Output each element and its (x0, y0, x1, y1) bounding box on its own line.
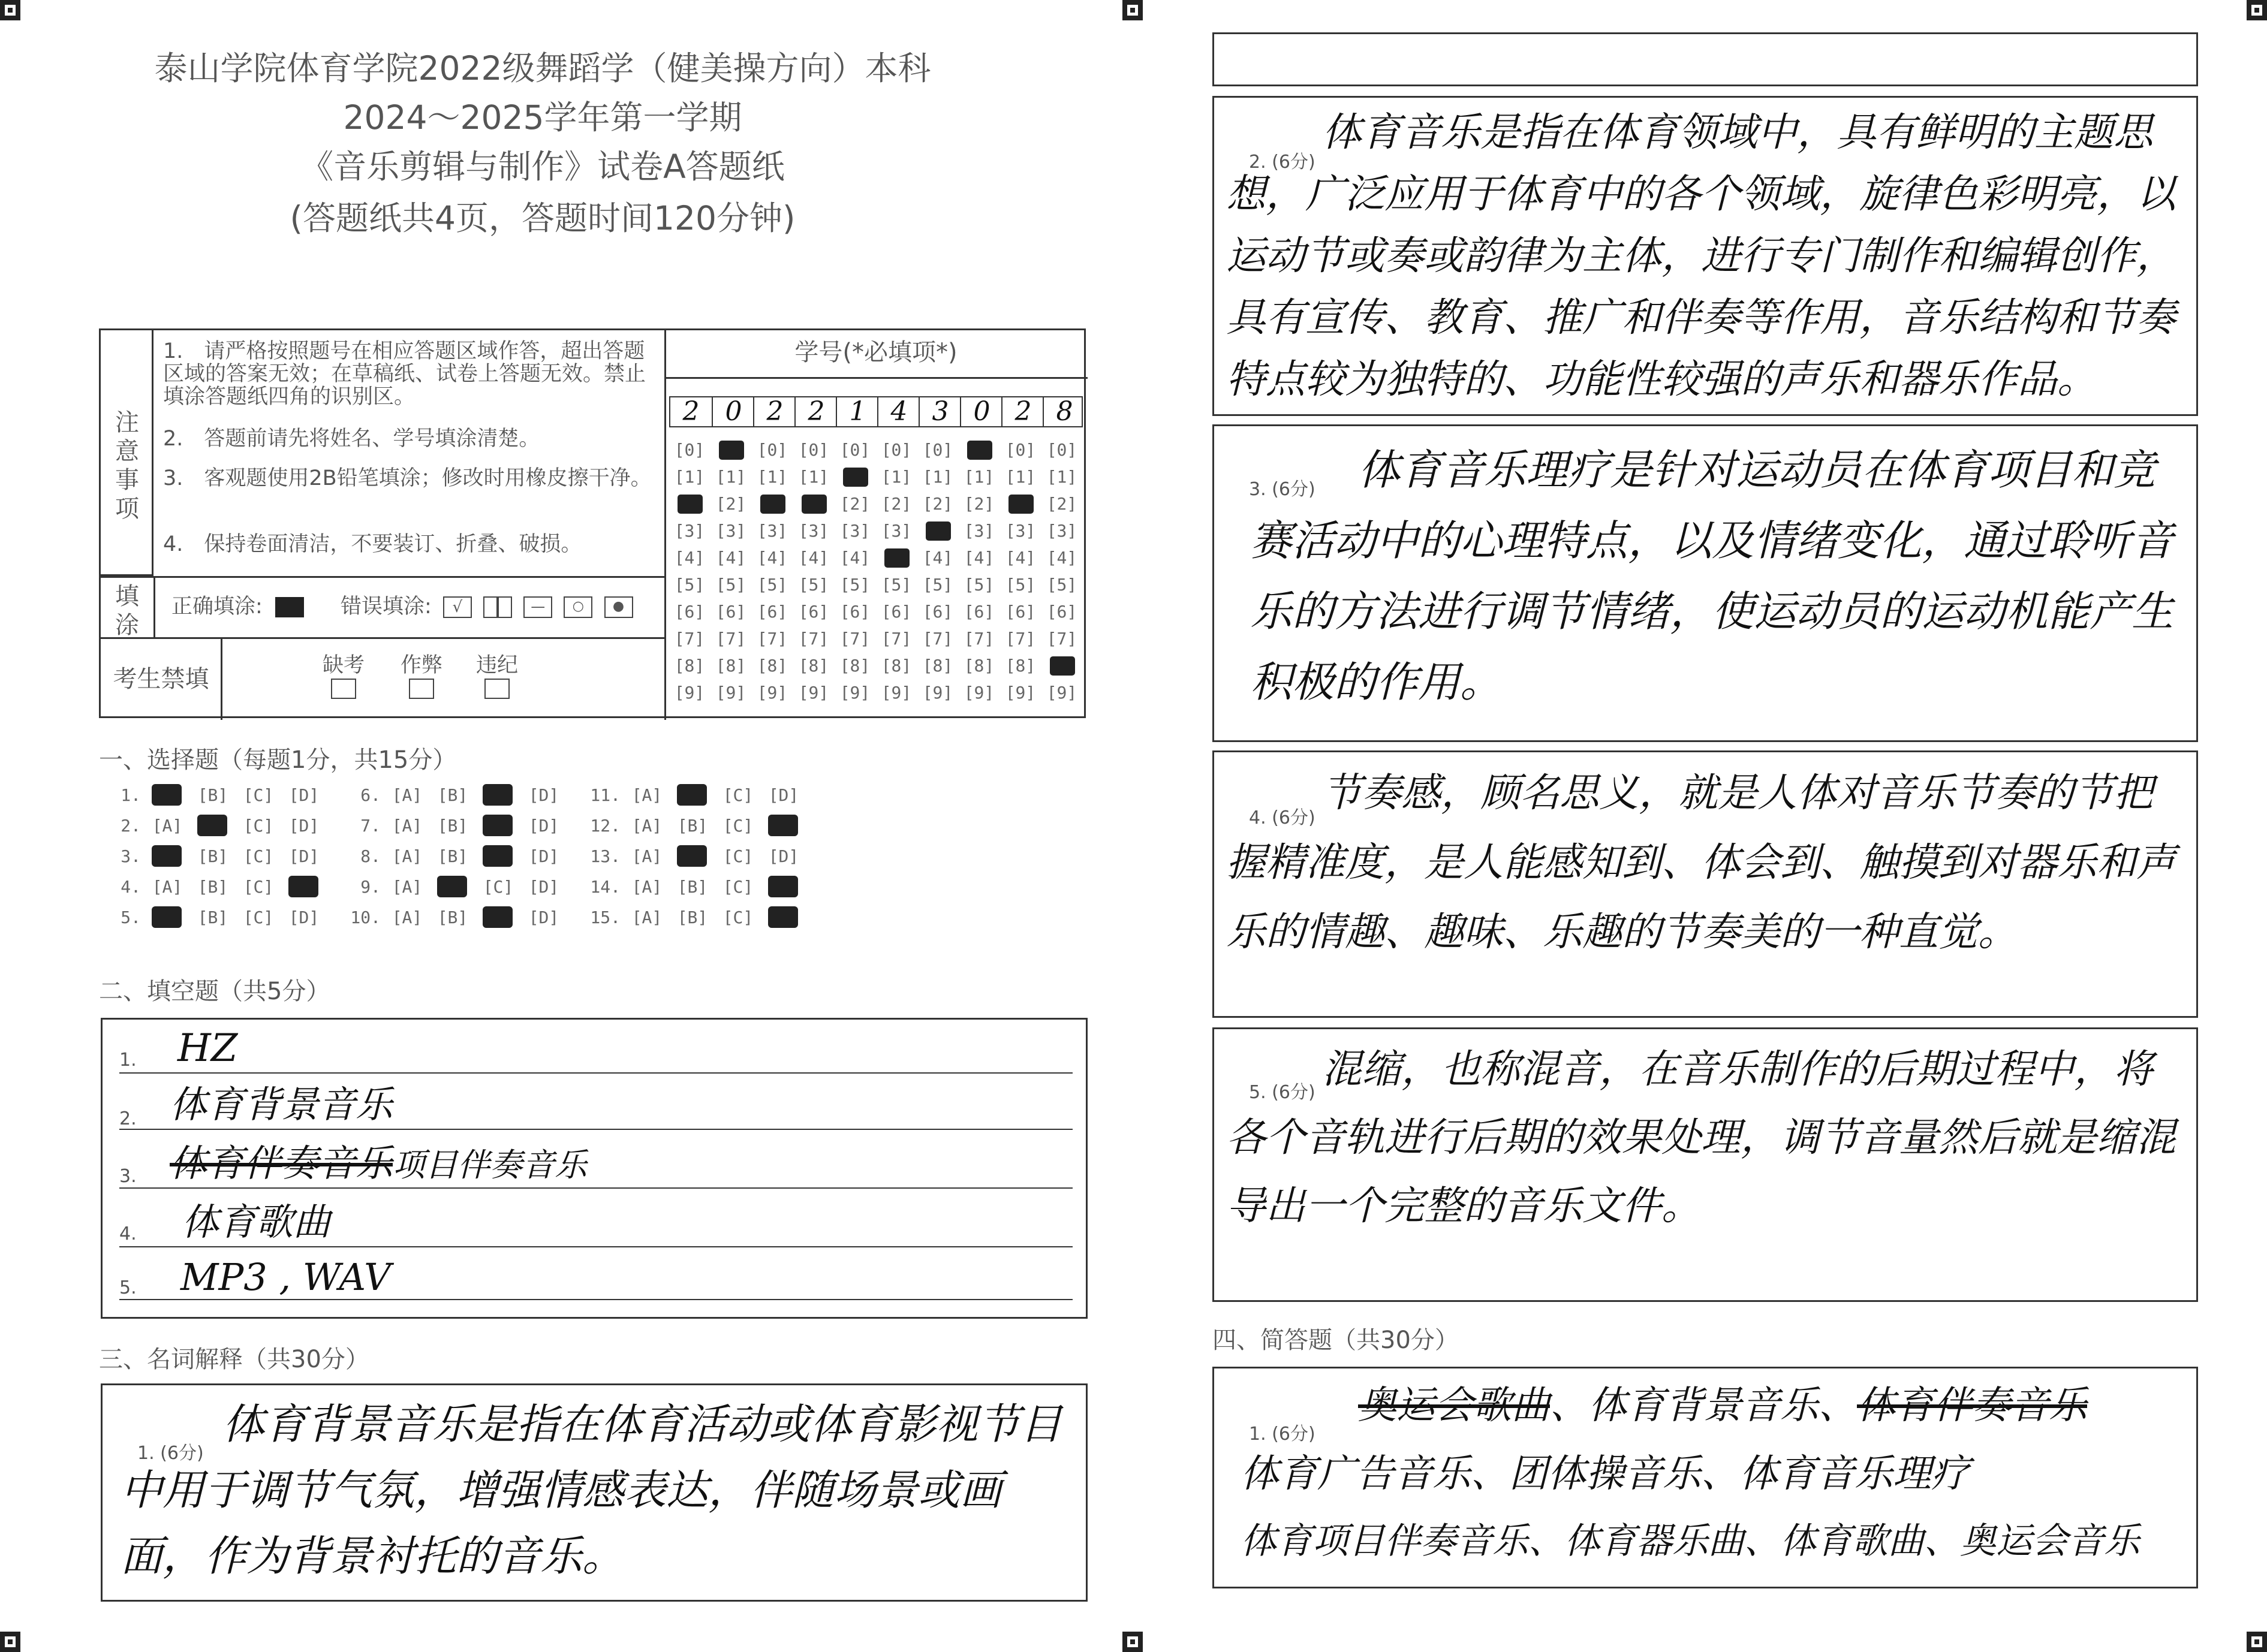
student-id-bubble[interactable]: [4] (839, 548, 871, 568)
mc-option-bubble[interactable]: [B] (197, 877, 228, 897)
student-id-bubble[interactable]: [3] (757, 521, 788, 541)
mc-option-bubble[interactable] (475, 785, 521, 805)
mc-option-bubble[interactable]: [B] (437, 846, 468, 866)
student-id-bubble[interactable]: [2] (1046, 494, 1077, 514)
student-id-bubble[interactable]: [4] (922, 548, 953, 568)
student-id-bubble[interactable]: [7] (1005, 629, 1036, 649)
student-id-bubble[interactable] (713, 438, 749, 462)
notice-panel (99, 328, 1086, 718)
student-id-digits (669, 396, 1083, 427)
mc-option-bubble[interactable]: [A] (631, 877, 663, 897)
notice-item-1: 1. 请严格按照题号在相应答题区域作答，超出答题区域的答案无效；在草稿纸、试卷上答题无效。禁止填涂答题纸四角的识别区。 (163, 339, 646, 409)
student-id-bubble[interactable]: [0] (757, 440, 788, 460)
student-id-bubble[interactable]: [9] (757, 683, 788, 703)
mc-option-bubble[interactable]: [C] (722, 877, 754, 897)
mc-option-bubble[interactable]: [D] (288, 816, 320, 836)
student-id-bubble[interactable]: [5] (715, 575, 746, 595)
mc-option-bubble[interactable] (670, 785, 715, 805)
blank-answer-5: MP3 , WAV (180, 1255, 391, 1299)
mc-option-bubble[interactable]: [C] (483, 877, 514, 897)
section3-title: 三、名词解释（共30分） (99, 1346, 369, 1373)
student-id-title: 学号(*必填项*) (794, 339, 958, 366)
student-id-bubble[interactable]: [9] (964, 683, 995, 703)
student-id-bubble[interactable]: [6] (839, 602, 871, 622)
mc-question (339, 785, 567, 805)
student-id-bubble[interactable] (754, 492, 790, 516)
student-id-bubble[interactable]: [3] (839, 521, 871, 541)
mc-option-bubble[interactable]: [A] (631, 816, 663, 836)
blank-num-5: 5. (119, 1277, 137, 1298)
mc-question-number: 12. (590, 816, 621, 836)
mc-option-bubble[interactable]: [A] (152, 816, 183, 836)
absent-checkbox[interactable] (331, 679, 356, 699)
mc-option-bubble[interactable]: [D] (528, 908, 559, 927)
blank-answer-1: HZ (177, 1026, 238, 1071)
student-id-bubble[interactable]: [3] (715, 521, 746, 541)
student-id-bubble[interactable]: [7] (757, 629, 788, 649)
student-id-bubble[interactable]: [8] (715, 656, 746, 676)
student-id-bubble[interactable]: [0] (1005, 440, 1036, 460)
correct-fill-label: 正确填涂: (171, 595, 304, 618)
violation-checkbox[interactable] (484, 679, 510, 699)
mc-option-bubble[interactable] (670, 846, 715, 866)
mc-option-bubble[interactable]: [D] (288, 785, 320, 805)
mc-option-bubble[interactable] (144, 908, 190, 927)
corner-marker-top-right (2247, 0, 2267, 20)
student-id-bubble[interactable]: [9] (798, 683, 829, 703)
mc-option-bubble[interactable]: [B] (437, 908, 468, 927)
term-q2-box (1212, 96, 2198, 416)
mc-option-bubble[interactable] (190, 816, 236, 836)
header-line-3: 《音乐剪辑与制作》试卷A答题纸 (300, 147, 785, 186)
fill-title: 填涂 (115, 583, 139, 639)
student-id-bubble[interactable] (672, 492, 708, 516)
mc-question-number: 5. (121, 908, 141, 927)
wrong-fill-half-icon (483, 596, 512, 618)
mc-option-bubble[interactable] (475, 908, 521, 927)
header-line-1: 泰山学院体育学院2022级舞蹈学（健美操方向）本科 (154, 49, 931, 88)
student-id-bubble[interactable]: [5] (881, 575, 912, 595)
mc-option-bubble[interactable]: [A] (392, 816, 423, 836)
student-id-bubble[interactable]: [2] (839, 494, 871, 514)
short-q1-line1-text: 、体育背景音乐、 (1550, 1383, 1857, 1428)
forbid-absent: 缺考 (323, 654, 365, 700)
student-id-digit: 2 (753, 397, 796, 426)
blank-answer-3 (170, 1135, 587, 1194)
student-id-bubble[interactable]: [9] (715, 683, 746, 703)
student-id-bubble[interactable] (961, 438, 997, 462)
student-id-bubble[interactable]: [6] (798, 602, 829, 622)
mc-question (579, 846, 806, 866)
corner-marker-bottom-right (2247, 1632, 2267, 1652)
term-q2-label: 2. (6分) (1249, 152, 1315, 173)
student-id-bubble[interactable]: [5] (1046, 575, 1077, 595)
student-id-digit: 2 (1001, 397, 1044, 426)
mc-question-number: 15. (590, 908, 621, 927)
mc-option-bubble[interactable]: [C] (243, 846, 274, 866)
student-id-bubble[interactable]: [0] (839, 440, 871, 460)
student-id-bubble[interactable]: [2] (715, 494, 746, 514)
mc-option-bubble[interactable] (430, 877, 475, 897)
mc-question (339, 816, 567, 836)
student-id-bubble[interactable]: [0] (881, 440, 912, 460)
blank-num-3: 3. (119, 1166, 137, 1187)
mc-option-bubble[interactable]: [B] (197, 846, 228, 866)
wrong-fill-check-icon: √ (443, 596, 472, 618)
student-id-bubble[interactable]: [7] (839, 629, 871, 649)
mc-option-bubble[interactable] (281, 877, 327, 897)
mc-option-bubble[interactable] (144, 785, 190, 805)
mc-question (99, 785, 327, 805)
student-id-bubble[interactable]: [3] (881, 521, 912, 541)
wrong-fill-dash-icon: — (523, 596, 552, 618)
student-id-digit: 2 (794, 397, 837, 426)
correct-fill-sample (275, 597, 304, 617)
student-id-bubble[interactable]: [1] (757, 467, 788, 487)
student-id-bubble[interactable]: [4] (674, 548, 705, 568)
student-id-bubble[interactable]: [1] (674, 467, 705, 487)
mc-question (579, 785, 806, 805)
student-id-digit: 1 (836, 397, 878, 426)
term-q3-box (1212, 424, 2198, 742)
student-id-bubble[interactable]: [3] (798, 521, 829, 541)
student-id-bubble[interactable]: [9] (674, 683, 705, 703)
section2-title: 二、填空题（共5分） (99, 978, 330, 1005)
student-id-bubble[interactable]: [1] (798, 467, 829, 487)
notice-item-4: 4. 保持卷面清洁，不要装订、折叠、破损。 (163, 532, 582, 556)
student-id-bubble[interactable]: [6] (715, 602, 746, 622)
term-q2-answer: 体育音乐是指在体育领域中，具有鲜明的主题思想，广泛应用于体育中的各个领域，旋律色彩明亮，以运动节或奏或韵律为主体，进行专门制作和编辑创作，具有宣传、教育、推广和伴奏等作用，音乐结构和节奏特点较为独特的、功能性较强的声乐和器乐作品。 (1226, 109, 2176, 402)
student-id-bubble[interactable]: [2] (881, 494, 912, 514)
student-id-bubble[interactable]: [7] (1046, 629, 1077, 649)
mc-option-bubble[interactable]: [A] (392, 877, 423, 897)
student-id-bubble[interactable]: [4] (964, 548, 995, 568)
corner-marker-bottom-middle (1122, 1632, 1143, 1652)
mc-option-bubble[interactable]: [A] (392, 846, 423, 866)
mc-option-bubble[interactable]: [C] (722, 908, 754, 927)
student-id-digit: 4 (877, 397, 920, 426)
mc-option-bubble[interactable]: [C] (722, 816, 754, 836)
mc-option-bubble[interactable]: [C] (243, 785, 274, 805)
student-id-bubble[interactable]: [1] (1046, 467, 1077, 487)
student-id-bubble[interactable]: [3] (1005, 521, 1036, 541)
mc-option-bubble[interactable]: [B] (197, 908, 228, 927)
mc-option-bubble[interactable]: [B] (677, 816, 708, 836)
mc-option-bubble[interactable]: [D] (528, 785, 559, 805)
student-id-bubble[interactable]: [9] (1005, 683, 1036, 703)
mc-option-bubble[interactable]: [B] (677, 877, 708, 897)
mc-option-bubble[interactable] (144, 846, 190, 866)
student-id-bubble[interactable]: [9] (922, 683, 953, 703)
mc-question (579, 908, 806, 927)
mc-option-bubble[interactable]: [B] (677, 908, 708, 927)
multiple-choice-area[interactable] (99, 785, 1086, 941)
corner-marker-top-middle (1122, 0, 1143, 20)
forbid-violation: 违纪 (476, 654, 518, 700)
mc-question (99, 846, 327, 866)
student-id-bubble[interactable]: [1] (881, 467, 912, 487)
mc-question (99, 908, 327, 927)
student-id-bubble[interactable]: [0] (922, 440, 953, 460)
blank-answer-4: 体育歌曲 (182, 1200, 331, 1244)
term-q1-label: 1. (6分) (137, 1443, 204, 1464)
student-id-bubble[interactable]: [1] (922, 467, 953, 487)
mc-question (339, 877, 567, 897)
mc-question-number: 14. (590, 877, 621, 897)
mc-option-bubble[interactable]: [D] (768, 846, 799, 866)
mc-option-bubble[interactable]: [B] (437, 785, 468, 805)
student-id-bubble[interactable]: [8] (964, 656, 995, 676)
student-id-bubble[interactable]: [3] (674, 521, 705, 541)
mc-question-number: 10. (350, 908, 381, 927)
short-q1-line2: 体育广告音乐、团体操音乐、体育音乐理疗 (1241, 1452, 1970, 1496)
student-id-bubble[interactable]: [5] (922, 575, 953, 595)
fill-blank-box (101, 1018, 1088, 1319)
student-id-bubble[interactable]: [6] (1046, 602, 1077, 622)
mc-option-bubble[interactable]: [A] (631, 846, 663, 866)
mc-question (579, 877, 806, 897)
short-q1-label: 1. (6分) (1249, 1424, 1315, 1445)
mc-option-bubble[interactable]: [C] (243, 908, 274, 927)
mc-option-bubble[interactable] (761, 908, 806, 927)
mc-option-bubble[interactable] (475, 816, 521, 836)
student-id-digit: 0 (960, 397, 1002, 426)
student-id-bubble[interactable]: [4] (1046, 548, 1077, 568)
student-id-bubble[interactable]: [4] (757, 548, 788, 568)
student-id-bubble[interactable]: [8] (922, 656, 953, 676)
mc-option-bubble[interactable]: [D] (528, 816, 559, 836)
student-id-bubble[interactable]: [5] (1005, 575, 1036, 595)
blank-num-2: 2. (119, 1108, 137, 1129)
mc-question (99, 816, 327, 836)
mc-question-number: 3. (121, 846, 141, 866)
corner-marker-bottom-left (0, 1632, 20, 1652)
student-id-bubble[interactable]: [2] (964, 494, 995, 514)
short-q1-struck1: 奥运会歌曲 (1358, 1383, 1550, 1428)
cheat-checkbox[interactable] (409, 679, 434, 699)
mc-question (339, 908, 567, 927)
notice-item-2: 2. 答题前请先将姓名、学号填涂清楚。 (163, 427, 540, 451)
mc-option-bubble[interactable]: [D] (528, 846, 559, 866)
short-q1-line3: 体育项目伴奏音乐、体育器乐曲、体育歌曲、奥运会音乐 (1241, 1520, 2140, 1562)
student-id-bubble[interactable]: [5] (839, 575, 871, 595)
notice-item-3: 3. 客观题使用2B铅笔填涂；修改时用橡皮擦干净。 (163, 466, 652, 490)
student-id-bubble[interactable]: [0] (674, 440, 705, 460)
student-id-bubble[interactable]: [8] (839, 656, 871, 676)
mc-option-bubble[interactable] (761, 877, 806, 897)
term-q4-label: 4. (6分) (1249, 807, 1315, 828)
student-id-bubble[interactable]: [9] (839, 683, 871, 703)
student-id-bubble[interactable]: [4] (1005, 548, 1036, 568)
wrong-fill-label: 错误填涂: √ — ○ ● (341, 595, 633, 618)
student-id-bubble[interactable]: [7] (881, 629, 912, 649)
forbid-title: 考生禁填 (113, 665, 209, 693)
mc-option-bubble[interactable]: [C] (243, 877, 274, 897)
student-id-bubble[interactable]: [5] (674, 575, 705, 595)
blank-num-4: 4. (119, 1223, 137, 1244)
student-id-bubble[interactable]: [7] (964, 629, 995, 649)
short-q1-box (1212, 1367, 2198, 1588)
mc-option-bubble[interactable]: [D] (288, 908, 320, 927)
student-id-bubble[interactable]: [8] (1005, 656, 1036, 676)
term-q4-answer: 节奏感，顾名思义，就是人体对音乐节奏的节把握精准度，是人能感知到、体会到、触摸到对器乐和声乐的情趣、趣味、乐趣的节奏美的一种直觉。 (1226, 770, 2176, 955)
student-id-bubble[interactable]: [6] (674, 602, 705, 622)
student-id-bubble[interactable]: [3] (1046, 521, 1077, 541)
student-id-bubble[interactable]: [0] (798, 440, 829, 460)
blank-answer-2: 体育背景音乐 (170, 1083, 393, 1126)
mc-question-number: 6. (360, 785, 381, 805)
student-id-digit: 3 (919, 397, 961, 426)
mc-question (579, 816, 806, 836)
term-q1-box (101, 1383, 1088, 1602)
student-id-bubble-grid[interactable] (669, 438, 1083, 714)
mc-question-number: 7. (360, 816, 381, 836)
mc-question-number: 13. (590, 846, 621, 866)
student-id-bubble[interactable] (1044, 654, 1080, 678)
mc-option-bubble[interactable]: [A] (631, 908, 663, 927)
short-q1-line1 (1358, 1377, 2087, 1434)
student-id-bubble[interactable]: [5] (757, 575, 788, 595)
student-id-bubble[interactable]: [8] (798, 656, 829, 676)
mc-question-number: 2. (121, 816, 141, 836)
mc-question (339, 846, 567, 866)
student-id-bubble[interactable]: [6] (881, 602, 912, 622)
student-id-bubble[interactable] (878, 546, 914, 570)
term-q4-box (1212, 750, 2198, 1018)
student-id-bubble[interactable]: [1] (1005, 467, 1036, 487)
mc-question-number: 11. (590, 785, 621, 805)
forbid-cheat: 作弊 (401, 654, 442, 700)
student-id-bubble[interactable] (920, 519, 956, 543)
student-id-bubble[interactable]: [6] (1005, 602, 1036, 622)
mc-option-bubble[interactable] (475, 846, 521, 866)
student-id-bubble[interactable]: [2] (922, 494, 953, 514)
student-id-bubble[interactable]: [5] (964, 575, 995, 595)
student-id-bubble[interactable]: [7] (674, 629, 705, 649)
mc-option-bubble[interactable]: [C] (722, 846, 754, 866)
mc-option-bubble[interactable]: [A] (631, 785, 663, 805)
student-id-bubble[interactable]: [6] (964, 602, 995, 622)
student-id-bubble[interactable]: [8] (881, 656, 912, 676)
mc-question-number: 8. (360, 846, 381, 866)
blank-answer-3-struck: 体育伴奏音乐 (170, 1141, 393, 1185)
student-id-bubble[interactable]: [9] (1046, 683, 1077, 703)
mc-question-number: 4. (121, 877, 141, 897)
student-id-bubble[interactable]: [1] (964, 467, 995, 487)
mc-option-bubble[interactable]: [A] (152, 877, 183, 897)
student-id-bubble[interactable]: [6] (757, 602, 788, 622)
term-q5-label: 5. (6分) (1249, 1082, 1315, 1103)
student-id-bubble[interactable]: [3] (964, 521, 995, 541)
student-id-digit: 8 (1043, 397, 1085, 426)
student-id-bubble[interactable]: [4] (715, 548, 746, 568)
mc-option-bubble[interactable]: [B] (437, 816, 468, 836)
student-id-bubble[interactable] (796, 492, 832, 516)
mc-option-bubble[interactable]: [D] (768, 785, 799, 805)
student-id-bubble[interactable]: [6] (922, 602, 953, 622)
student-id-bubble[interactable]: [7] (715, 629, 746, 649)
student-id-bubble[interactable] (837, 465, 873, 489)
wrong-fill-circle-icon: ○ (564, 596, 592, 618)
student-id-bubble[interactable]: [8] (757, 656, 788, 676)
mc-option-bubble[interactable] (761, 816, 806, 836)
header-line-2: 2024～2025学年第一学期 (343, 98, 742, 137)
student-id-bubble[interactable]: [7] (922, 629, 953, 649)
term-q5-answer: 混缩，也称混音，在音乐制作的后期过程中，将各个音轨进行后期的效果处理，调节音量然后就是缩混导出一个完整的音乐文件。 (1226, 1046, 2176, 1229)
mc-option-bubble[interactable]: [B] (197, 785, 228, 805)
student-id-digit: 0 (712, 397, 754, 426)
blank-answer-3-text: 项目伴奏音乐 (393, 1146, 588, 1184)
wrong-fill-dot-icon: ● (604, 596, 633, 618)
student-id-bubble[interactable]: [5] (798, 575, 829, 595)
term-q1-answer: 体育背景音乐是指在体育活动或体育影视节目中用于调节气氛，增强情感表达，伴随场景或画面，作为背景衬托的音乐。 (121, 1400, 1062, 1581)
student-id-bubble[interactable]: [0] (1046, 440, 1077, 460)
student-id-bubble[interactable]: [9] (881, 683, 912, 703)
mc-option-bubble[interactable]: [A] (392, 785, 423, 805)
section4-title: 四、简答题（共30分） (1212, 1327, 1459, 1354)
mc-option-bubble[interactable]: [C] (722, 785, 754, 805)
student-id-bubble[interactable]: [1] (715, 467, 746, 487)
mc-question-number: 9. (360, 877, 381, 897)
student-id-bubble[interactable]: [7] (798, 629, 829, 649)
mc-option-bubble[interactable]: [D] (288, 846, 320, 866)
short-q1-struck2: 体育伴奏音乐 (1857, 1383, 2087, 1428)
mc-question-number: 1. (121, 785, 141, 805)
term-q3-answer: 体育音乐理疗是针对运动员在体育项目和竞赛活动中的心理特点，以及情绪变化，通过聆听音乐的方法进行调节情绪，使运动员的运动机能产生积极的作用。 (1250, 445, 2173, 707)
corner-marker-top-left (0, 0, 20, 20)
student-id-digit: 2 (682, 396, 700, 427)
blank-top-box (1212, 32, 2198, 86)
term-q5-box (1212, 1027, 2198, 1302)
student-id-bubble[interactable] (1002, 492, 1038, 516)
mc-option-bubble[interactable]: [D] (528, 877, 559, 897)
student-id-bubble[interactable]: [8] (674, 656, 705, 676)
mc-question (99, 877, 327, 897)
header-line-4: (答题纸共4页，答题时间120分钟) (290, 199, 796, 237)
term-q3-label: 3. (6分) (1249, 479, 1315, 500)
mc-option-bubble[interactable]: [C] (243, 816, 274, 836)
mc-option-bubble[interactable]: [A] (392, 908, 423, 927)
notice-title: 注意事项 (115, 409, 139, 523)
blank-num-1: 1. (119, 1050, 137, 1071)
student-id-bubble[interactable]: [4] (798, 548, 829, 568)
section1-title: 一、选择题（每题1分，共15分） (99, 746, 457, 774)
